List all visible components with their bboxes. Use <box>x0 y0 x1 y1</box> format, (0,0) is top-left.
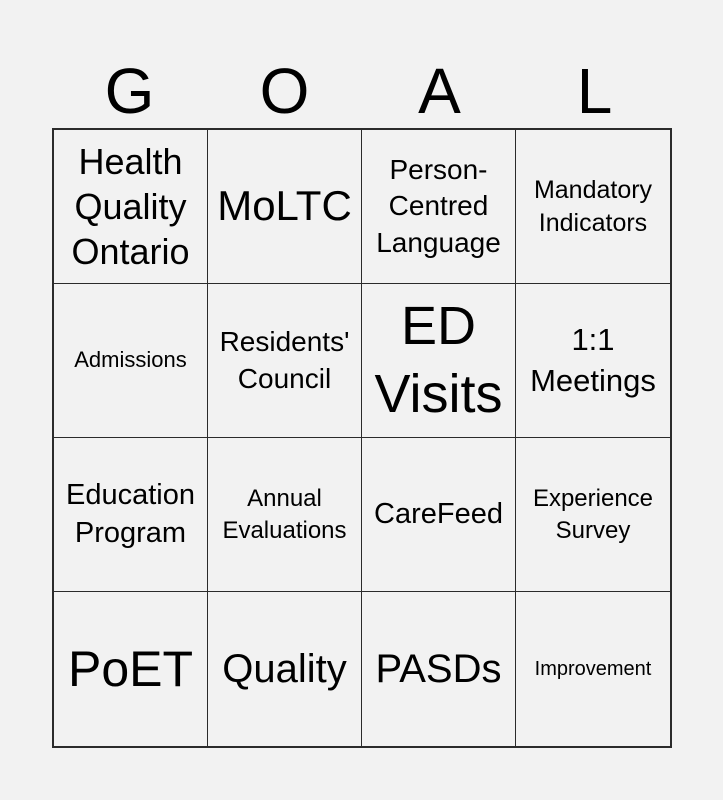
bingo-header <box>52 55 672 127</box>
bingo-cell[interactable] <box>362 592 516 746</box>
cell-label: Improvement <box>534 658 652 680</box>
cell-label: Admissions <box>74 347 187 373</box>
bingo-cell[interactable] <box>208 438 362 592</box>
bingo-cell[interactable] <box>362 130 516 284</box>
cell-label: Education Program <box>66 478 195 549</box>
cell-label: Mandatory Indicators <box>533 176 653 237</box>
bingo-cell[interactable] <box>208 284 362 438</box>
bingo-cell[interactable] <box>54 284 208 438</box>
bingo-cell[interactable] <box>54 438 208 592</box>
cell-label: Annual Evaluations <box>222 485 347 544</box>
cell-label: Person- Centred Language <box>376 153 501 258</box>
cell-label: ED Visits <box>374 296 503 424</box>
bingo-cell[interactable] <box>516 130 670 284</box>
header-letter-o: O <box>259 55 310 127</box>
cell-label: MoLTC <box>217 182 352 230</box>
cell-label: Quality <box>222 647 347 691</box>
cell-label: Experience Survey <box>532 485 654 544</box>
cell-label: Residents' Council <box>219 326 350 394</box>
header-letter-l: L <box>576 55 613 127</box>
bingo-cell[interactable] <box>54 592 208 746</box>
bingo-board <box>52 128 672 748</box>
bingo-cell[interactable] <box>208 592 362 746</box>
cell-label: 1:1 Meetings <box>530 322 656 398</box>
bingo-cell[interactable] <box>516 592 670 746</box>
bingo-cell[interactable] <box>362 284 516 438</box>
cell-label: Health Quality Ontario <box>71 141 190 272</box>
bingo-cell[interactable] <box>208 130 362 284</box>
cell-label: CareFeed <box>374 498 503 531</box>
header-letter-a: A <box>418 55 461 127</box>
header-letter-g: G <box>104 55 155 127</box>
cell-label: PoET <box>67 641 194 697</box>
bingo-cell[interactable] <box>516 438 670 592</box>
bingo-cell[interactable] <box>54 130 208 284</box>
bingo-cell[interactable] <box>516 284 670 438</box>
cell-label: PASDs <box>375 647 502 691</box>
bingo-cell[interactable] <box>362 438 516 592</box>
